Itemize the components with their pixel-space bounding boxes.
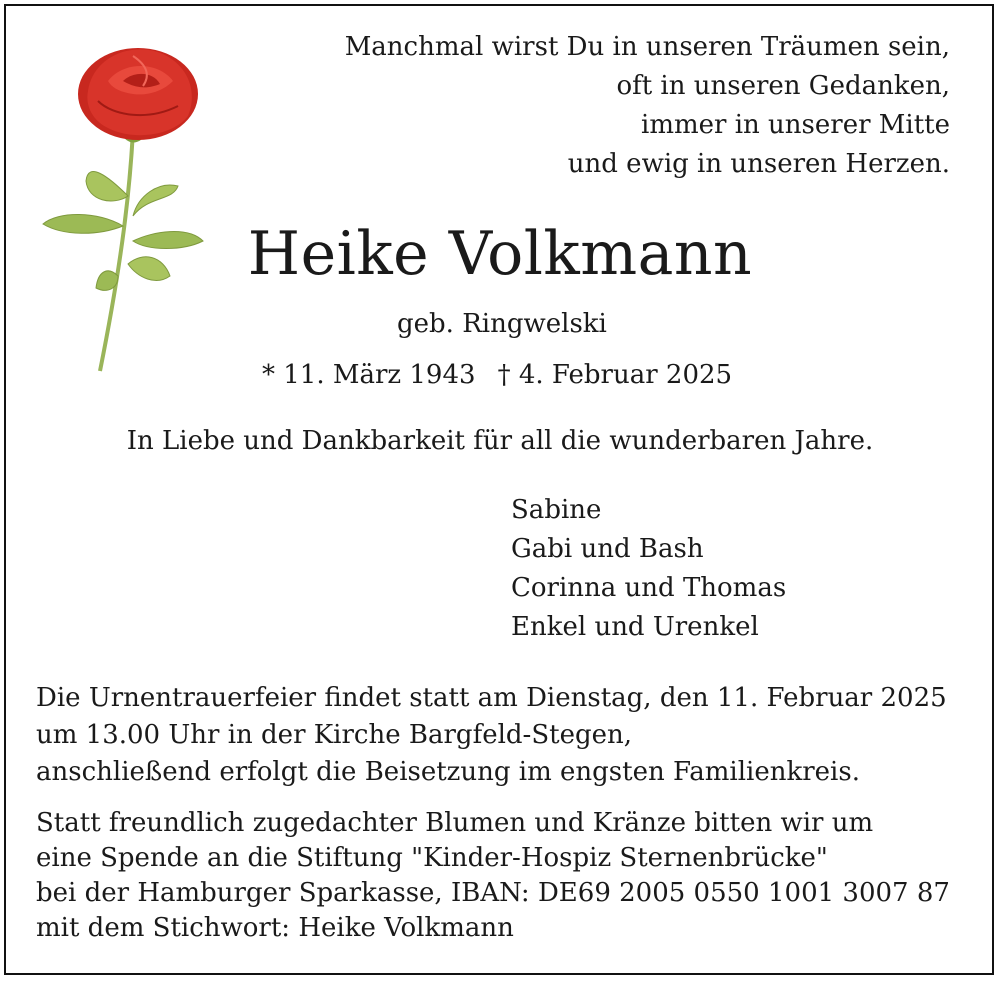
service-line: Die Urnentrauerfeier findet statt am Dienstag, den 11. Februar 2025 <box>36 683 947 713</box>
service-line: um 13.00 Uhr in der Kirche Bargfeld-Stegen, <box>36 720 633 750</box>
dedication: In Liebe und Dankbarkeit für all die wunderbaren Jahre. <box>126 426 874 456</box>
life-dates <box>262 356 732 394</box>
service-info <box>36 680 947 791</box>
family-member: Enkel und Urenkel <box>511 612 759 642</box>
poem-line: und ewig in unseren Herzen. <box>567 149 950 179</box>
poem-line: immer in unserer Mitte <box>641 110 950 140</box>
birth-date: * 11. März 1943 <box>262 360 476 390</box>
family-list <box>511 491 786 647</box>
poem <box>345 28 950 184</box>
family-member: Gabi und Bash <box>511 534 704 564</box>
deceased-name-block <box>0 214 1000 294</box>
donation-line: mit dem Stichwort: Heike Volkmann <box>36 913 514 943</box>
poem-line: oft in unseren Gedanken, <box>616 71 950 101</box>
service-line: anschließend erfolgt die Beisetzung im engsten Familienkreis. <box>36 757 860 787</box>
deceased-name: Heike Volkmann <box>247 219 753 289</box>
red-rose-icon <box>38 36 218 376</box>
donation-line: eine Spende an die Stiftung "Kinder-Hospiz Sternenbrücke" <box>36 843 828 873</box>
poem-line: Manchmal wirst Du in unseren Träumen sein, <box>344 32 950 62</box>
maiden-name: geb. Ringwelski <box>397 309 607 339</box>
donation-line: Statt freundlich zugedachter Blumen und Kränze bitten wir um <box>36 808 874 838</box>
family-member: Corinna und Thomas <box>511 573 787 603</box>
death-date: † 4. Februar 2025 <box>497 360 733 390</box>
donation-line: bei der Hamburger Sparkasse, IBAN: DE69 2005 0550 1001 3007 87 <box>36 878 950 908</box>
family-member: Sabine <box>511 495 602 525</box>
donation-info <box>36 806 950 946</box>
